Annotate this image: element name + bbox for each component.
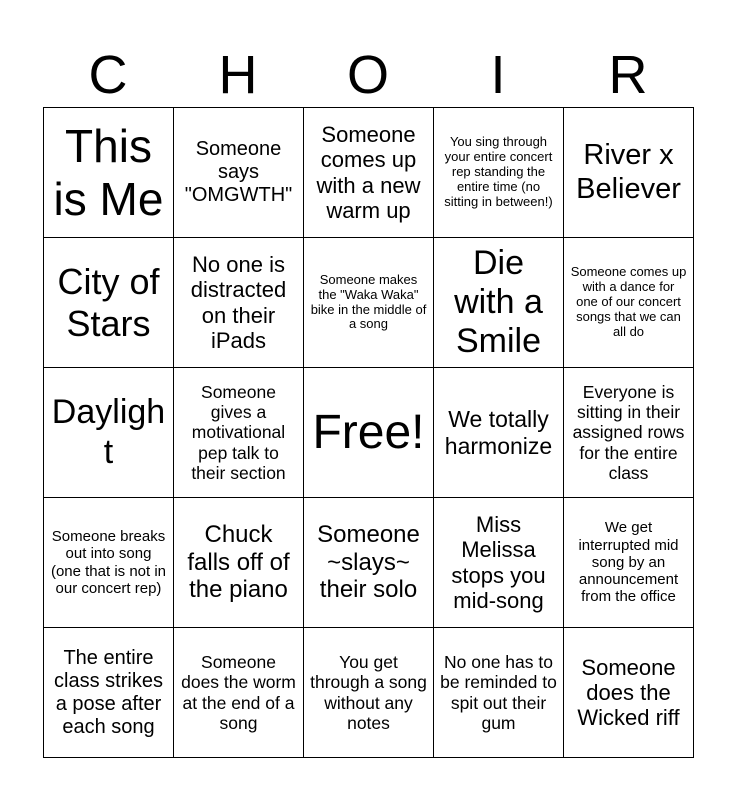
bingo-cell[interactable]: This is Me bbox=[44, 108, 174, 238]
bingo-cell[interactable]: River x Believer bbox=[564, 108, 694, 238]
bingo-cell[interactable]: We totally harmonize bbox=[434, 368, 564, 498]
bingo-cell[interactable]: Someone comes up with a new warm up bbox=[304, 108, 434, 238]
header-letter-r: R bbox=[608, 45, 648, 105]
bingo-cell[interactable]: Everyone is sitting in their assigned rows for the entire class bbox=[564, 368, 694, 498]
bingo-cell[interactable]: The entire class strikes a pose after each song bbox=[44, 628, 174, 758]
bingo-cell[interactable]: You get through a song without any notes bbox=[304, 628, 434, 758]
bingo-cell[interactable]: Die with a Smile bbox=[434, 238, 564, 368]
bingo-cell[interactable]: You sing through your entire concert rep standing the entire time (no sitting in between!) bbox=[434, 108, 564, 238]
free-space[interactable]: Free! bbox=[304, 368, 434, 498]
bingo-cell[interactable]: Someone says "OMGWTH" bbox=[174, 108, 304, 238]
header-letter-i: I bbox=[490, 45, 506, 105]
bingo-cell[interactable]: We get interrupted mid song by an announcement from the office bbox=[564, 498, 694, 628]
bingo-row-4 bbox=[44, 498, 694, 628]
bingo-row-3 bbox=[44, 368, 694, 498]
bingo-cell[interactable]: No one has to be reminded to spit out their gum bbox=[434, 628, 564, 758]
bingo-row-5 bbox=[44, 628, 694, 758]
bingo-cell[interactable]: Someone comes up with a dance for one of our concert songs that we can all do bbox=[564, 238, 694, 368]
bingo-cell[interactable]: Someone does the Wicked riff bbox=[564, 628, 694, 758]
bingo-cell[interactable]: Someone breaks out into song (one that is not in our concert rep) bbox=[44, 498, 174, 628]
bingo-cell[interactable]: Daylight bbox=[44, 368, 174, 498]
bingo-cell[interactable]: No one is distracted on their iPads bbox=[174, 238, 304, 368]
header-letter-c: C bbox=[88, 45, 128, 105]
bingo-cell[interactable]: Miss Melissa stops you mid-song bbox=[434, 498, 564, 628]
bingo-row-1 bbox=[44, 108, 694, 238]
bingo-cell[interactable]: Someone does the worm at the end of a song bbox=[174, 628, 304, 758]
bingo-card bbox=[43, 107, 694, 758]
bingo-cell[interactable]: City of Stars bbox=[44, 238, 174, 368]
bingo-cell[interactable]: Someone ~slays~ their solo bbox=[304, 498, 434, 628]
bingo-cell[interactable]: Someone makes the "Waka Waka" bike in the middle of a song bbox=[304, 238, 434, 368]
header-letter-h: H bbox=[218, 45, 258, 105]
bingo-cell[interactable]: Someone gives a motivational pep talk to their section bbox=[174, 368, 304, 498]
header-letter-o: O bbox=[346, 45, 389, 105]
bingo-header bbox=[43, 42, 693, 108]
bingo-row-2 bbox=[44, 238, 694, 368]
bingo-cell[interactable]: Chuck falls off of the piano bbox=[174, 498, 304, 628]
